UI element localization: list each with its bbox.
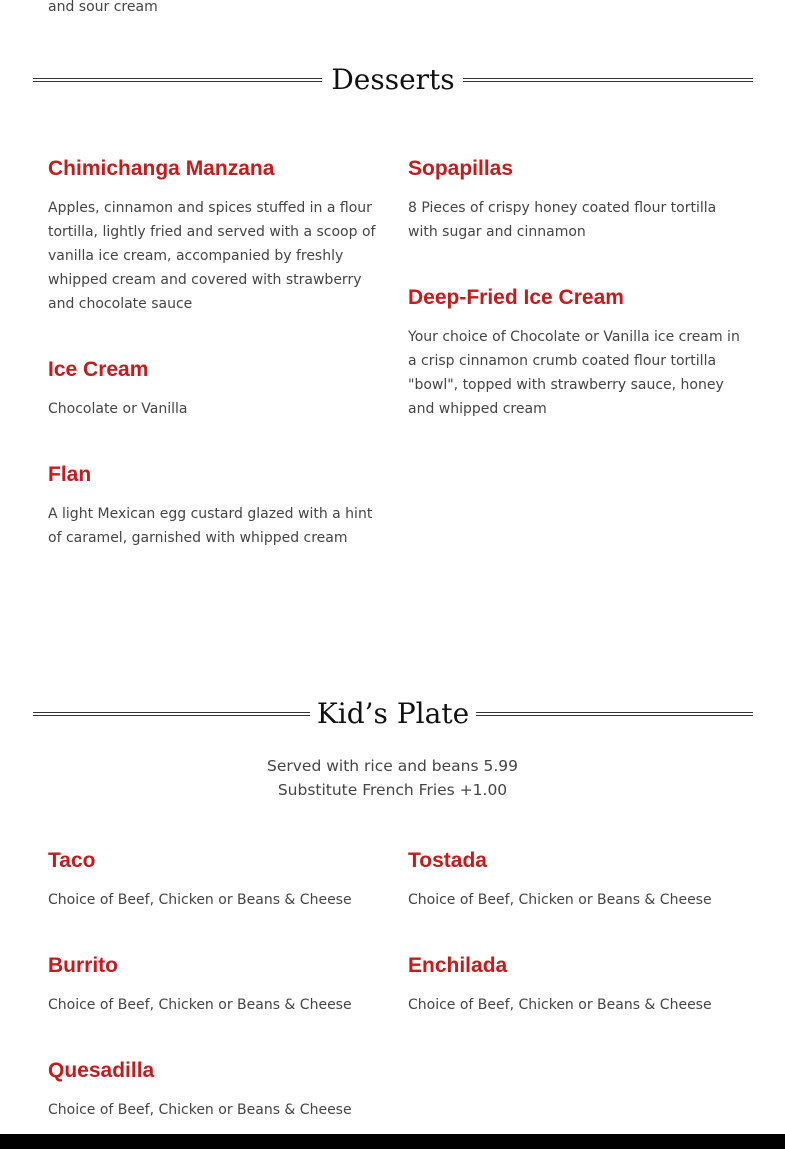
kids-plate-price-note: Served with rice and beans 5.99 <box>267 757 518 775</box>
item-description: Chocolate or Vanilla <box>48 401 188 417</box>
item-name: Burrito <box>48 954 118 977</box>
menu-item-flan <box>48 462 383 550</box>
item-name: Enchilada <box>408 954 508 977</box>
previous-item-desc-fragment: and sour cream <box>48 0 158 15</box>
desserts-section-header <box>33 60 753 100</box>
menu-item-enchilada <box>408 953 743 1017</box>
item-name: Ice Cream <box>48 358 149 381</box>
kids-plate-section-header <box>33 694 753 734</box>
item-description: Choice of Beef, Chicken or Beans & Cheese <box>408 892 712 908</box>
desserts-rule-right <box>463 78 753 82</box>
item-description: Choice of Beef, Chicken or Beans & Cheese <box>48 1102 352 1118</box>
item-description: 8 Pieces of crispy honey coated flour tortilla with sugar and cinnamon <box>408 200 717 240</box>
item-name: Taco <box>48 849 96 872</box>
item-description: Choice of Beef, Chicken or Beans & Cheese <box>408 997 712 1013</box>
menu-item-burrito <box>48 953 383 1017</box>
menu-item-chimichanga-manzana <box>48 156 383 316</box>
menu-item-tostada <box>408 848 743 912</box>
bottom-bar <box>0 1134 785 1149</box>
item-description: Your choice of Chocolate or Vanilla ice cream in a crisp cinnamon crumb coated flour tortilla "bowl", topped with strawberry sauce, honey and whipped cream <box>408 329 740 417</box>
item-description: Choice of Beef, Chicken or Beans & Cheese <box>48 892 352 908</box>
item-description: A light Mexican egg custard glazed with a hint of caramel, garnished with whipped cream <box>48 506 373 546</box>
kids-plate-substitute-note: Substitute French Fries +1.00 <box>277 781 508 799</box>
menu-item-taco <box>48 848 383 912</box>
desserts-title: Desserts <box>331 63 455 96</box>
kids-plate-title: Kid’s Plate <box>316 697 470 730</box>
menu-item-ice-cream <box>48 357 383 421</box>
item-name: Deep-Fried Ice Cream <box>408 286 624 309</box>
menu-item-quesadilla <box>48 1058 383 1122</box>
item-name: Quesadilla <box>48 1059 155 1082</box>
item-name: Chimichanga Manzana <box>48 157 275 180</box>
item-name: Flan <box>48 463 92 486</box>
item-description: Choice of Beef, Chicken or Beans & Cheese <box>48 997 352 1013</box>
menu-item-deep-fried-ice-cream <box>408 285 743 421</box>
kids-rule-right <box>476 712 753 716</box>
menu-item-sopapillas <box>408 156 743 244</box>
item-name: Tostada <box>408 849 487 872</box>
item-description: Apples, cinnamon and spices stuffed in a flour tortilla, lightly fried and served with a scoop of vanilla ice cream, accompanied by freshly whipped cream and covered with strawberry and chocolate sauce <box>48 200 376 312</box>
item-name: Sopapillas <box>408 157 514 180</box>
